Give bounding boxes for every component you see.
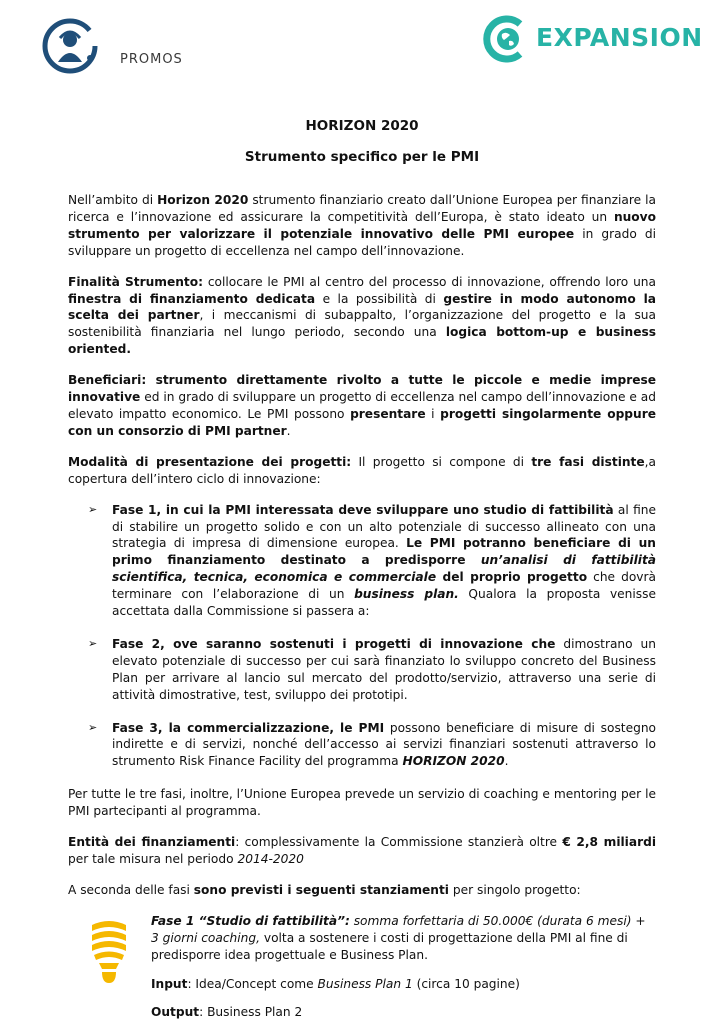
lightbulb-icon — [86, 917, 132, 985]
beneficiari-paragraph: Beneficiari: strumento direttamente rivolto a tutte le piccole e medie imprese innovative ed in grado di sviluppare un progetto di eccellenza nel campo dell’innovazione e ad elevato impatto economico. Le PMI possono presentare i progetti singolarmente oppure con un consorzio di PMI partner. — [68, 373, 656, 438]
output-paragraph: Output: Business Plan 2 — [151, 1005, 303, 1020]
document-subtitle: Strumento specifico per le PMI — [244, 149, 480, 165]
list-item-fase2: ➢ Fase 2, ove saranno sostenuti i progetti di innovazione che dimostrano un elevato potenziale di successo per cui sarà finanziato lo sviluppo concreto del Business Plan per arrivare al lancio sul mercato del prodotto/servizio, attraverso una serie di attività dimostrative, test, sviluppo dei prototipi. — [88, 636, 657, 702]
document-title: HORIZON 2020 — [305, 118, 419, 134]
bullet-arrow-icon: ➢ — [88, 502, 98, 516]
input-paragraph: Input: Idea/Concept come Business Plan 1 (circa 10 pagine) — [151, 976, 520, 991]
intro-paragraph: Nell’ambito di Horizon 2020 strumento finanziario creato dall’Unione Europea per finanziare la ricerca e l’innovazione ed assicurare la competitività dell’Europa, è stato ideato un nuovo strumento per valorizzare il potenziale innovativo delle PMI europee in grado di sviluppare un progetto di eccellenza nel campo dell’innovazione. — [68, 193, 656, 258]
modalita-paragraph: Modalità di presentazione dei progetti: Il progetto si compone di tre fasi distinte,a copertura dell’intero ciclo di innovazione: — [68, 454, 656, 486]
list-item-fase1: ➢ Fase 1, in cui la PMI interessata deve sviluppare uno studio di fattibilità al fine di stabilire un progetto solido e con un alto potenziale di successo allineato con una strategia di impresa di dimensione europea. Le PMI potranno beneficiare di un primo finanziamento destinato a predisporre un’analisi di fattibilità scientifica, tecnica, economica e commerciale del proprio progetto che dovrà terminare con l’elaborazione di un business plan. Qualora la proposta venisse accettata dalla Commissione si passera a: — [88, 502, 656, 619]
promos-logo — [42, 18, 192, 74]
fasi-list — [68, 502, 656, 771]
entita-paragraph: Entità dei finanziamenti: complessivamente la Commissione stanzierà oltre € 2,8 miliardi per tale misura nel periodo 2014-2020 — [68, 835, 656, 866]
fase1-funding-block — [68, 913, 656, 1022]
finalita-paragraph: Finalità Strumento: collocare le PMI al centro del processo di innovazione, offrendo loro una finestra di finanziamento dedicata e la possibilità di gestire in modo autonomo la scelta dei partner, i meccanismi di subappalto, l’organizzazione del progetto e la sua sostenibilità finanziaria nel lungo periodo, secondo una logica bottom-up e business oriented. — [68, 274, 656, 357]
bullet-arrow-icon: ➢ — [88, 720, 98, 734]
studio-paragraph: Fase 1 “Studio di fattibilità”: somma forfettaria di 50.000€ (durata 6 mesi) + 3 giorni coaching, volta a sostenere i costi di progettazione della PMI al fine di predisporre idea progettuale e Business Plan. — [151, 913, 646, 962]
document-body — [68, 192, 656, 1033]
expansion-logo — [480, 14, 703, 64]
promos-logo-text: PROMOS — [120, 52, 183, 67]
globe-c-icon — [480, 14, 530, 64]
bullet-arrow-icon: ➢ — [88, 636, 98, 650]
promos-emblem-icon — [42, 18, 100, 74]
stanziamenti-paragraph: A seconda delle fasi sono previsti i seguenti stanziamenti per singolo progetto: — [68, 882, 581, 897]
list-item-fase3: ➢ Fase 3, la commercializzazione, le PMI possono beneficiare di misure di sostegno indirette e di servizi, nonché dell’accesso ai servizi finanziari sostenuti attraverso lo strumento Risk Finance Facility del programma HORIZON 2020. — [88, 720, 656, 769]
coaching-paragraph: Per tutte le tre fasi, inoltre, l’Unione Europea prevede un servizio di coaching e mentoring per le PMI partecipanti al programma. — [68, 787, 656, 819]
expansion-logo-text: EXPANSION — [536, 23, 703, 52]
fase1-funding-text — [151, 913, 656, 1022]
